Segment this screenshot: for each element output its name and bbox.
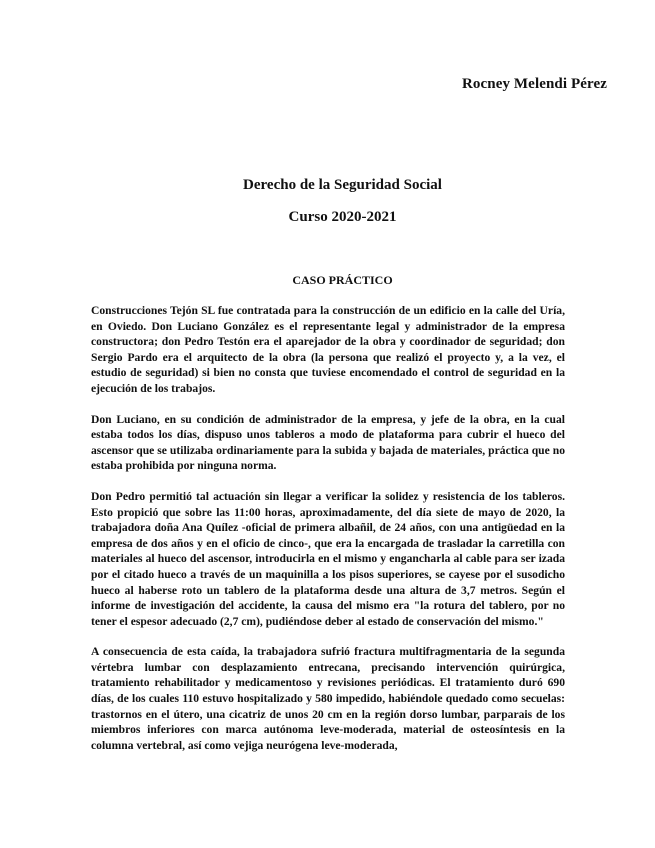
paragraph-1: Construcciones Tejón SL fue contratada para la construcción de un edificio en la calle del Uría, en Oviedo. Don Luciano González es el representante legal y administrador de la empresa constructora; don Pedro Testón era el aparejador de la obra y coordinador de seguridad; don Sergio Pardo era el arquitecto de la obra (la persona que realizó el proyecto y, a la vez, el estudio de seguridad) si bien no consta que tuviese encomendado el control de seguridad en la ejecución de los trabajos. bbox=[91, 304, 565, 395]
author-name: Rocney Melendi Pérez bbox=[461, 76, 607, 92]
paragraph-4: A consecuencia de esta caída, la trabajadora sufrió fractura multifragmentaria de la segunda vértebra lumbar con desplazamiento entrecana, precisando intervención quirúrgica, tratamiento rehabilitador y medicamentoso y revisiones periódicas. El tratamiento duró 690 días, de los cuales 110 estuvo hospitalizado y 580 impedido, habiéndole quedado como secuelas: trastornos en el útero, una cicatriz de unos 20 cm en la región dorso lumbar, parparais de los miembros inferiores con marca autónoma leve-moderada, material de osteosíntesis en la columna vertebral, así como vejiga neurógena leve-moderada, bbox=[91, 645, 565, 752]
course-year: Curso 2020-2021 bbox=[288, 209, 397, 225]
case-body bbox=[91, 303, 565, 768]
section-heading: CASO PRÁCTICO bbox=[292, 273, 393, 287]
paragraph-2: Don Luciano, en su condición de administrador de la empresa, y jefe de la obra, en la cual estaba todos los días, dispuso unos tableros a modo de plataforma para cubrir el hueco del ascensor que se utilizaba ordinariamente para la subida y bajada de materiales, práctica que no estaba prohibida por ninguna norma. bbox=[91, 412, 565, 473]
paragraph-3: Don Pedro permitió tal actuación sin llegar a verificar la solidez y resistencia de los tableros. Esto propició que sobre las 11:00 horas, aproximadamente, del día siete de mayo de 2020, la trabajadora doña Ana Quílez -oficial de primera albañil, de 24 años, con una antigüedad en la empresa de dos años y en el oficio de cinco-, que era la encargada de trasladar la carretilla con materiales al hueco del ascensor, introducirla en el mismo y engancharla al cable para ser izada por el citado hueco a través de un maquinilla a los pisos superiores, se cayese por el susodicho hueco al haberse roto un tablero de la plataforma desde una altura de 3,7 metros. Según el informe de investigación del accidente, la causa del mismo era "la rotura del tablero, por no tener el espesor adecuado (2,7 cm), pudiéndose deber al estado de conservación del mismo." bbox=[91, 489, 565, 628]
course-title: Derecho de la Seguridad Social bbox=[243, 177, 442, 193]
